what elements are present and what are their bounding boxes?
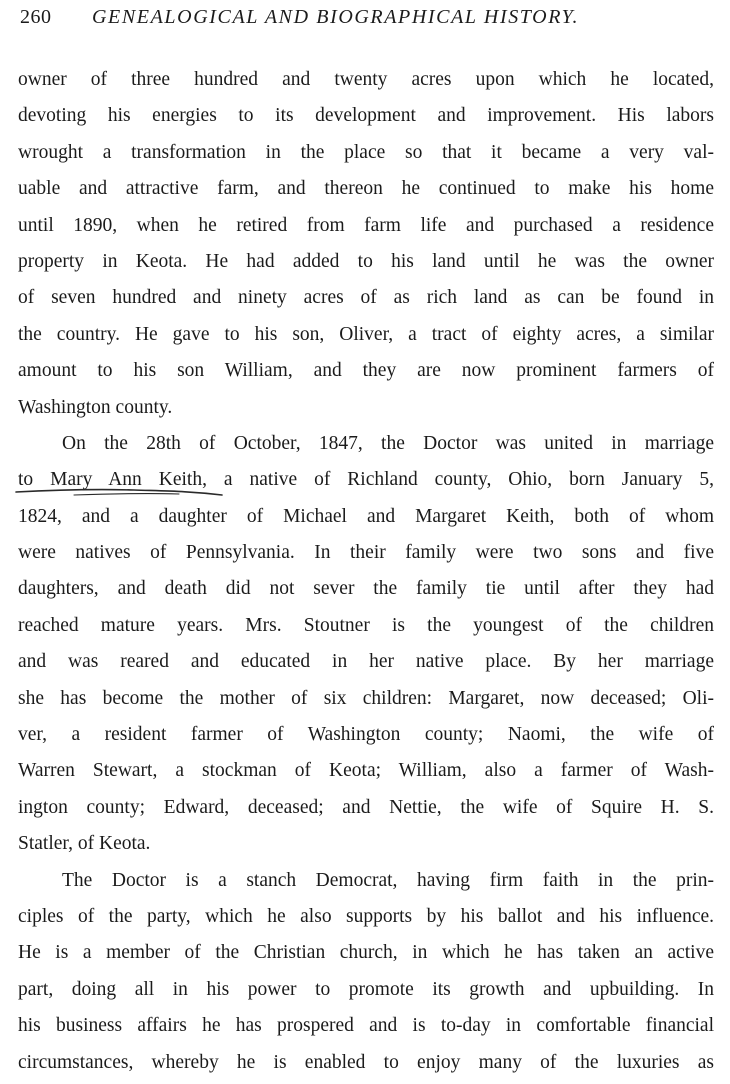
text-line: to Mary Ann Keith, a native of Richland county, Ohio, born January 5,: [18, 469, 714, 491]
text-line: she has become the mother of six children: Margaret, now deceased; Oli-: [18, 687, 714, 709]
text-line: until 1890, when he retired from farm life and purchased a residence: [18, 214, 714, 236]
text-line: The Doctor is a stanch Democrat, having firm faith in the prin-: [62, 869, 714, 891]
text-line: owner of three hundred and twenty acres upon which he located,: [18, 69, 714, 90]
text-line: circumstances, whereby he is enabled to enjoy many of the luxuries as: [18, 1051, 714, 1073]
running-head: [20, 6, 710, 36]
text-line: amount to his son William, and they are now prominent farmers of: [18, 360, 714, 382]
text-line: daughters, and death did not sever the family tie until after they had: [18, 578, 714, 600]
text-line: his business affairs he has prospered and is to-day in comfortable financial: [18, 1015, 714, 1037]
text-line: Statler, of Keota.: [18, 833, 151, 855]
body-text: [18, 62, 714, 1081]
text-line: of seven hundred and ninety acres of as rich land as can be found in: [18, 287, 714, 309]
text-line: ver, a resident farmer of Washington county; Naomi, the wife of: [18, 724, 714, 746]
text-line: Washington county.: [18, 396, 173, 418]
text-line: ington county; Edward, deceased; and Nettie, the wife of Squire H. S.: [18, 796, 714, 818]
text-line: reached mature years. Mrs. Stoutner is the youngest of the children: [18, 614, 714, 636]
text-line: were natives of Pennsylvania. In their family were two sons and five: [18, 542, 714, 564]
text-line: wrought a transformation in the place so that it became a very val-: [18, 141, 714, 163]
running-title: GENEALOGICAL AND BIOGRAPHICAL HISTORY.: [92, 6, 580, 28]
page-number: 260: [20, 6, 52, 28]
text-line: and was reared and educated in her native place. By her marriage: [18, 651, 714, 673]
handwritten-underline-mark: [14, 486, 224, 500]
text-line: ciples of the party, which he also supports by his ballot and his influence.: [18, 905, 714, 927]
text-line: He is a member of the Christian church, in which he has taken an active: [18, 942, 714, 964]
text-line: devoting his energies to its development and improvement. His labors: [18, 105, 714, 127]
text-line: property in Keota. He had added to his land until he was the owner: [18, 250, 714, 272]
text-line: On the 28th of October, 1847, the Doctor was united in marriage: [62, 432, 714, 454]
text-line: Warren Stewart, a stockman of Keota; William, also a farmer of Wash-: [18, 760, 714, 782]
paragraph-3: [18, 863, 714, 1081]
text-line: uable and attractive farm, and thereon he continued to make his home: [18, 178, 714, 200]
paragraph-1: [18, 62, 714, 426]
text-line: part, doing all in his power to promote its growth and upbuilding. In: [18, 978, 714, 1000]
text-line: the country. He gave to his son, Oliver, a tract of eighty acres, a similar: [18, 323, 714, 345]
text-line: 1824, and a daughter of Michael and Margaret Keith, both of whom: [18, 505, 714, 527]
